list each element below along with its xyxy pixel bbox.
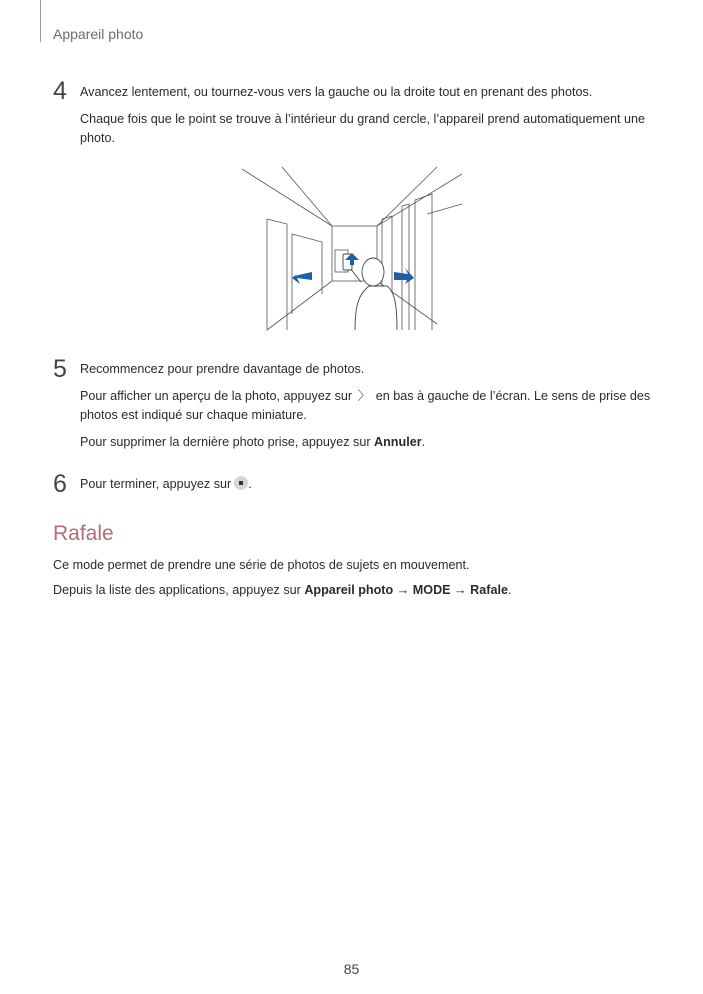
step-detail-text: Chaque fois que le point se trouve à l’intérieur du grand cercle, l’appareil prend automatiquement une photo. (80, 112, 645, 145)
left-door (267, 219, 287, 330)
page-header-title: Appareil photo (53, 26, 144, 42)
step-text (80, 360, 655, 460)
header-rule (40, 0, 41, 42)
step-number: 6 (53, 470, 67, 498)
path-text-after: . (507, 583, 512, 597)
step-text (80, 83, 655, 156)
arrow-right-icon (394, 268, 414, 284)
ceiling-line (377, 167, 437, 226)
path-mode-label: MODE (412, 583, 451, 597)
arrow-left-icon (292, 270, 312, 284)
step-number: 4 (53, 77, 67, 105)
section-path (53, 581, 653, 600)
path-app-label: Appareil photo (304, 583, 394, 597)
delete-text-after: . (421, 435, 426, 449)
preview-text-after: en bas à gauche de l’écran. Le sens de prise des photos est indiqué sur chaque miniature. (80, 389, 651, 422)
delete-text-before: Pour supprimer la dernière photo prise, appuyez sur (80, 435, 375, 449)
panorama-illustration (237, 164, 465, 332)
chevron-right-icon: 〉 (357, 389, 371, 403)
preview-paragraph (80, 387, 655, 425)
annuler-label: Annuler (374, 435, 422, 449)
delete-paragraph (80, 433, 655, 452)
step-main-text: Avancez lentement, ou tournez-vous vers la gauche ou la droite tout en prenant des photos. (80, 85, 593, 99)
path-rafale-label: Rafale (470, 583, 508, 597)
step-number: 5 (53, 355, 67, 383)
step-main-text: Recommencez pour prendre davantage de photos. (80, 362, 365, 376)
floor-line (267, 281, 332, 330)
section-title: Rafale (53, 522, 114, 545)
arrow-separator: → (450, 583, 471, 597)
step-text (80, 475, 655, 502)
preview-text-before: Pour afficher un aperçu de la photo, appuyez sur (80, 389, 353, 403)
page-number: 85 (343, 961, 360, 977)
finish-text-after: . (248, 477, 252, 491)
ceiling-line (242, 169, 332, 226)
finish-text-before: Pour terminer, appuyez sur (80, 477, 232, 491)
stop-icon (234, 476, 248, 490)
finish-paragraph (80, 475, 655, 494)
path-text-before: Depuis la liste des applications, appuyez sur (53, 583, 305, 597)
section-intro: Ce mode permet de prendre une série de photos de sujets en mouvement. (53, 558, 470, 572)
person (343, 254, 397, 330)
right-door (402, 204, 409, 330)
ceiling-line (377, 174, 462, 226)
arrow-separator: → (393, 583, 413, 597)
ceiling-line (282, 167, 332, 226)
